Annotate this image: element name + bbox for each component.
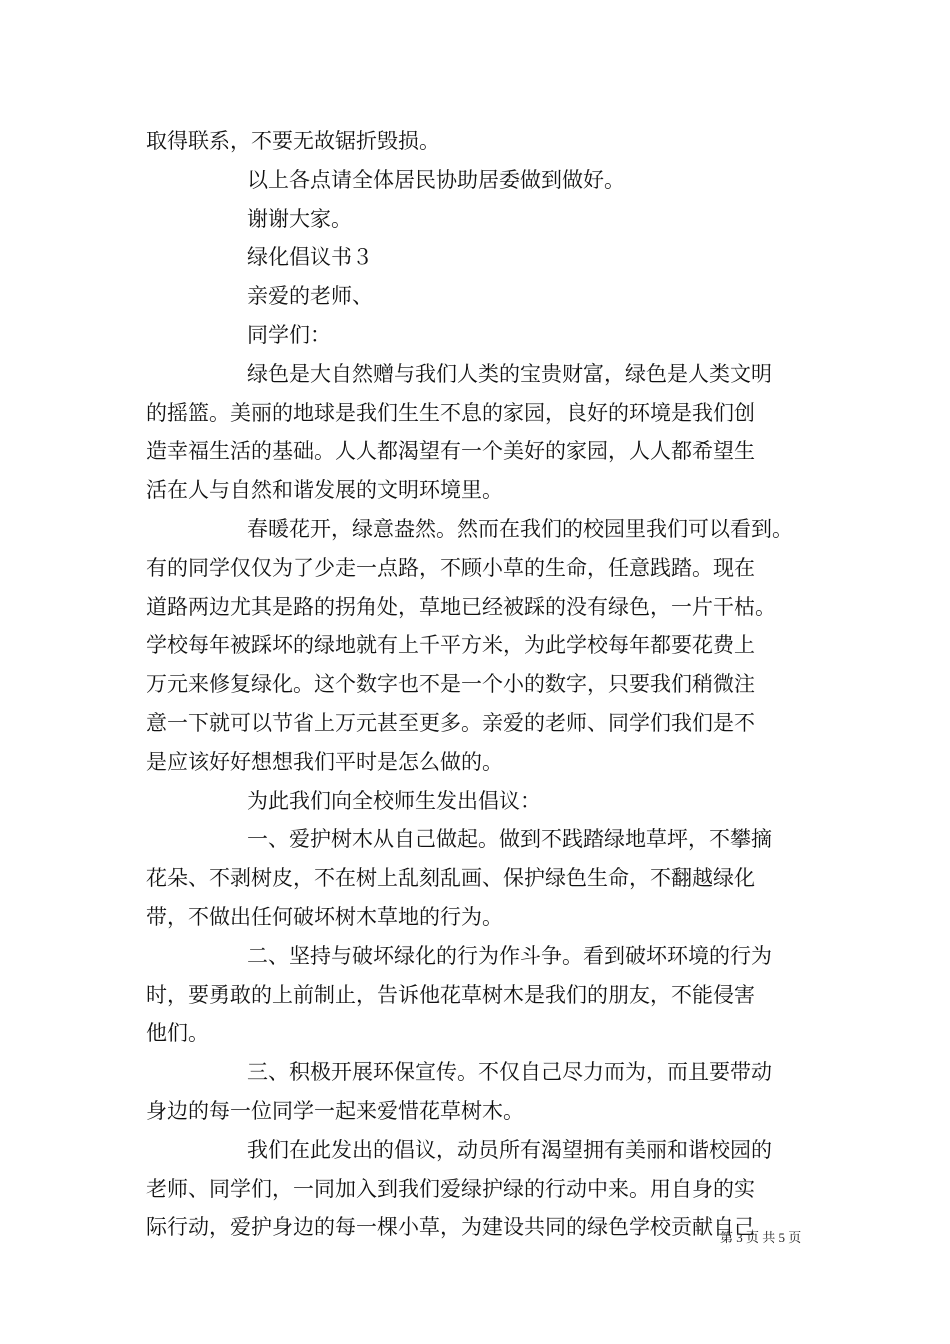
text-line: 万元来修复绿化。这个数字也不是一个小的数字，只要我们稍微注 (146, 672, 755, 697)
text-line: 以上各点请全体居民协助居委做到做好。 (247, 167, 625, 192)
text-line: 他们。 (146, 1021, 209, 1046)
text-line: 有的同学仅仅为了少走一点路，不顾小草的生命，任意践踏。现在 (146, 555, 755, 580)
text-line: 学校每年被踩坏的绿地就有上千平方米，为此学校每年都要花费上 (146, 633, 755, 658)
page-number-footer: 第 3 页 共 5 页 (720, 1230, 802, 1245)
text-line: 是应该好好想想我们平时是怎么做的。 (146, 749, 503, 774)
text-line: 的摇篮。美丽的地球是我们生生不息的家园，良好的环境是我们创 (146, 400, 755, 425)
document-body (146, 122, 816, 1247)
text-line: 我们在此发出的倡议，动员所有渴望拥有美丽和谐校园的 (247, 1137, 772, 1162)
salutation-line: 同学们： (247, 322, 331, 347)
text-line: 造幸福生活的基础。人人都渴望有一个美好的家园，人人都希望生 (146, 439, 755, 464)
text-line: 取得联系，不要无故锯折毁损。 (146, 129, 440, 153)
text-line: 一、爱护树木从自己做起。做到不践踏绿地草坪，不攀摘 (247, 827, 772, 852)
text-line: 为此我们向全校师生发出倡议： (247, 788, 541, 813)
text-line: 二、坚持与破坏绿化的行为作斗争。看到破坏环境的行为 (247, 943, 772, 968)
text-line: 活在人与自然和谐发展的文明环境里。 (146, 478, 503, 503)
text-line: 带，不做出任何破坏树木草地的行为。 (146, 904, 503, 929)
text-line: 春暖花开，绿意盎然。然而在我们的校园里我们可以看到。 (247, 516, 793, 541)
text-line: 老师、同学们，一同加入到我们爱绿护绿的行动中来。用自身的实 (146, 1176, 755, 1201)
text-line: 花朵、不剥树皮，不在树上乱刻乱画、保护绿色生命，不翻越绿化 (146, 866, 755, 891)
section-title: 绿化倡议书３ (247, 245, 373, 270)
text-line: 三、积极开展环保宣传。不仅自己尽力而为，而且要带动 (247, 1060, 772, 1085)
text-line: 意一下就可以节省上万元甚至更多。亲爱的老师、同学们我们是不 (146, 710, 755, 735)
text-line: 绿色是大自然赠与我们人类的宝贵财富，绿色是人类文明 (247, 361, 772, 386)
text-line: 道路两边尤其是路的拐角处，草地已经被踩的没有绿色，一片干枯。 (146, 594, 776, 619)
text-line: 时，要勇敢的上前制止，告诉他花草树木是我们的朋友，不能侵害 (146, 982, 755, 1007)
text-line: 谢谢大家。 (247, 206, 352, 231)
text-line: 身边的每一位同学一起来爱惜花草树木。 (146, 1098, 524, 1123)
text-line: 际行动，爱护身边的每一棵小草，为建设共同的绿色学校贡献自己 (146, 1215, 755, 1240)
salutation-line: 亲爱的老师、 (247, 284, 373, 309)
